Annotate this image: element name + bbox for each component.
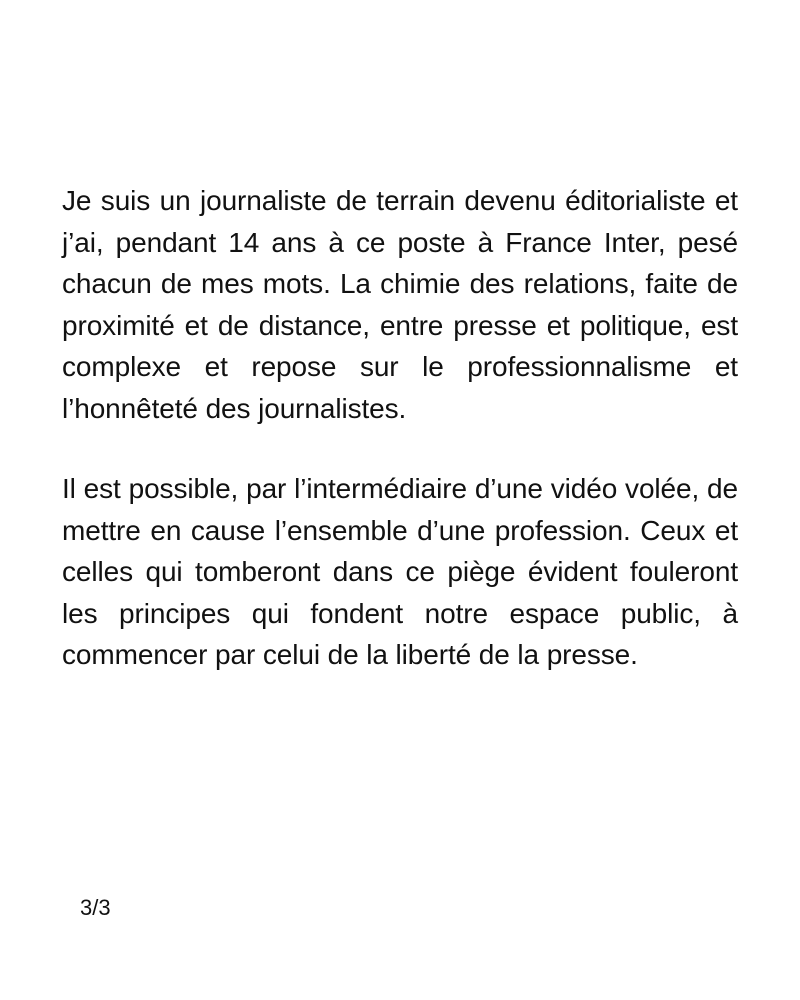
statement-text: [62, 180, 738, 676]
page-indicator: 3/3: [80, 895, 111, 920]
paragraph-1: Je suis un journaliste de terrain devenu éditorialiste et j’ai, pendant 14 ans à ce poste à France Inter, pesé chacun de mes mots. La chimie des relations, faite de proximité et de distance, entre presse et politique, est complexe et repose sur le professionnalisme et l’honnêteté des journalistes.: [62, 185, 738, 424]
paragraph-2: Il est possible, par l’intermédiaire d’une vidéo volée, de mettre en cause l’ensemble d’une profession. Ceux et celles qui tomberont dans ce piège évident fouleront les principes qui fondent notre espace public, à commencer par celui de la liberté de la presse.: [62, 473, 738, 670]
